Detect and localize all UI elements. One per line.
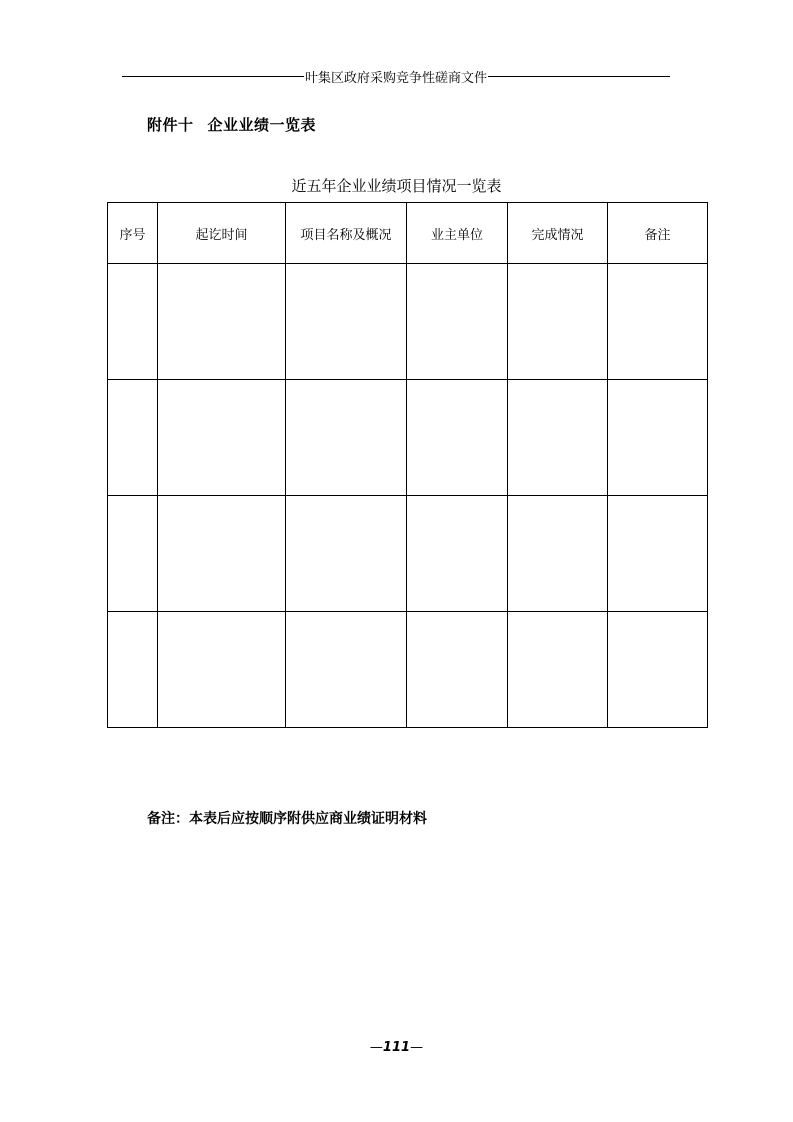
table-row <box>108 496 708 612</box>
table-cell[interactable] <box>158 264 286 380</box>
table-cell[interactable] <box>608 264 708 380</box>
table-cell[interactable] <box>508 612 608 728</box>
column-header-completion: 完成情况 <box>508 203 608 264</box>
table-cell[interactable] <box>286 612 407 728</box>
table-cell[interactable] <box>508 496 608 612</box>
column-header-period: 起讫时间 <box>158 203 286 264</box>
document-header <box>122 66 670 86</box>
header-title: 叶集区政府采购竞争性磋商文件 <box>305 70 488 86</box>
column-header-project: 项目名称及概况 <box>286 203 407 264</box>
table-cell[interactable] <box>608 380 708 496</box>
page-number-value: 111 <box>382 1040 411 1055</box>
table-cell[interactable] <box>108 496 158 612</box>
table-row <box>108 612 708 728</box>
header-rule-left <box>122 76 304 77</box>
table-cell[interactable] <box>158 496 286 612</box>
table-row <box>108 380 708 496</box>
remark-note: 备注：本表后应按顺序附供应商业绩证明材料 <box>147 811 427 827</box>
page-dash-right: — <box>410 1040 424 1055</box>
table-cell[interactable] <box>407 496 508 612</box>
column-header-owner: 业主单位 <box>407 203 508 264</box>
table-cell[interactable] <box>407 380 508 496</box>
table-cell[interactable] <box>108 612 158 728</box>
column-header-serial: 序号 <box>108 203 158 264</box>
performance-table <box>107 202 708 728</box>
table-cell[interactable] <box>608 496 708 612</box>
table-cell[interactable] <box>407 612 508 728</box>
table-cell[interactable] <box>407 264 508 380</box>
table-caption: 近五年企业业绩项目情况一览表 <box>291 177 502 195</box>
table-cell[interactable] <box>286 264 407 380</box>
attachment-number: 附件十 <box>147 116 194 134</box>
table-cell[interactable] <box>108 264 158 380</box>
table-cell[interactable] <box>508 380 608 496</box>
table-row <box>108 264 708 380</box>
table-cell[interactable] <box>286 496 407 612</box>
column-header-remark: 备注 <box>608 203 708 264</box>
attachment-heading <box>147 114 316 135</box>
table-cell[interactable] <box>608 612 708 728</box>
header-rule-right <box>488 76 670 77</box>
page-number <box>0 1040 793 1055</box>
table-header-row <box>108 203 708 264</box>
table-cell[interactable] <box>286 380 407 496</box>
table-cell[interactable] <box>158 380 286 496</box>
table-cell[interactable] <box>508 264 608 380</box>
page-dash-left: — <box>369 1040 383 1055</box>
attachment-name: 企业业绩一览表 <box>207 116 317 134</box>
table-cell[interactable] <box>108 380 158 496</box>
table-cell[interactable] <box>158 612 286 728</box>
